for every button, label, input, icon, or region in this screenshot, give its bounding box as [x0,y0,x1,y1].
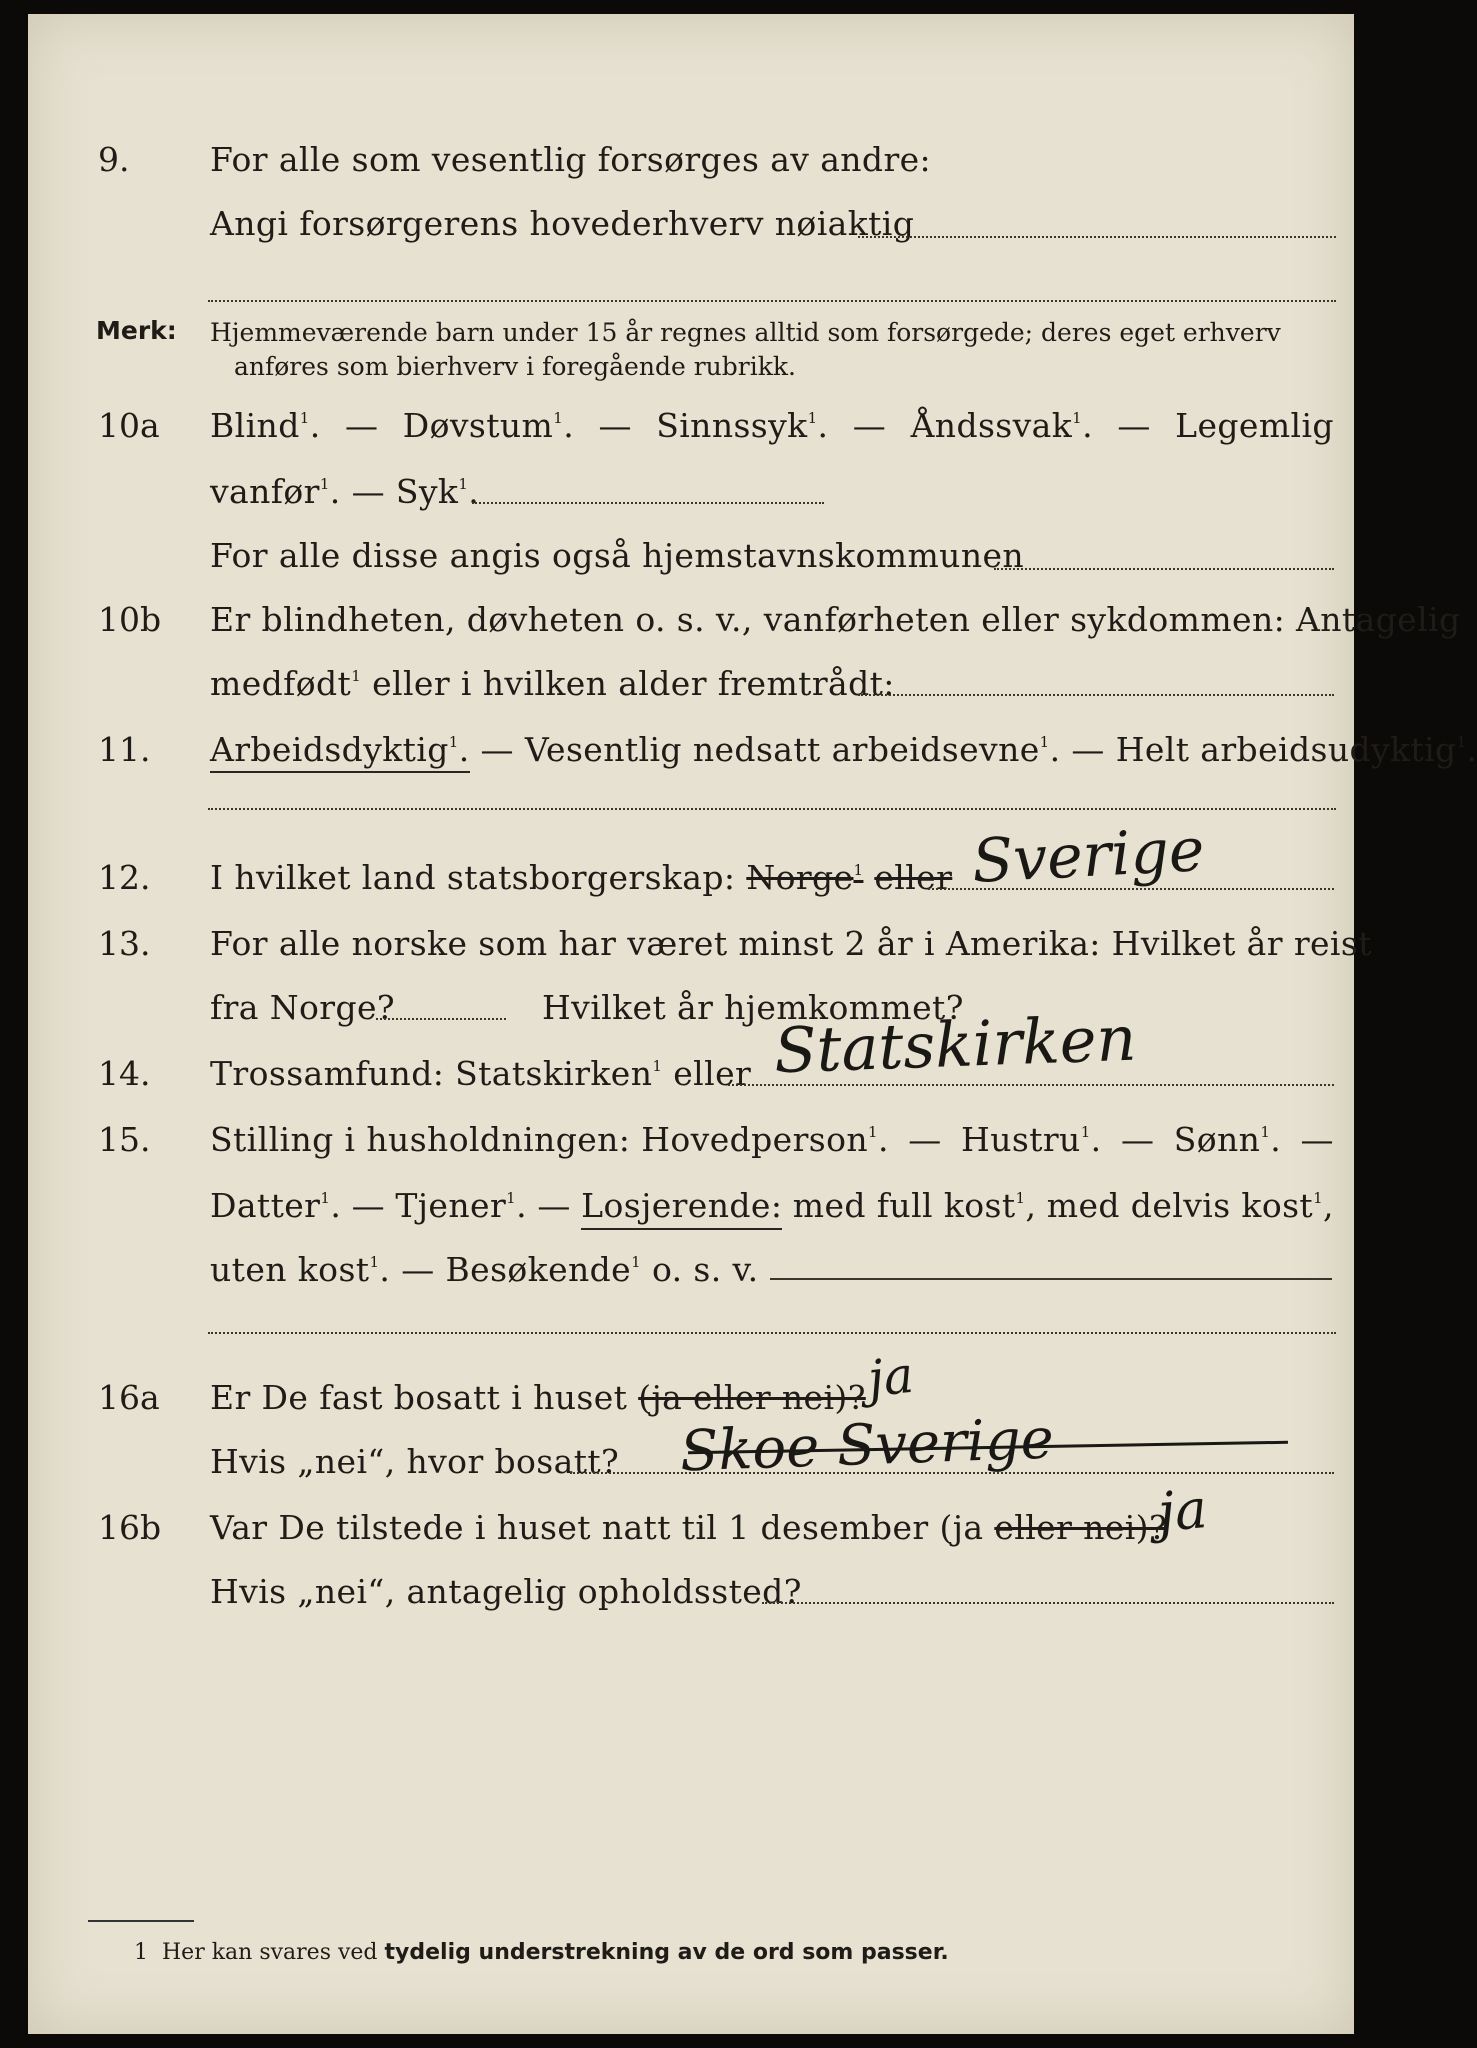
q15-number: 15. [98,1120,151,1159]
q16a-line1: Er De fast bosatt i huset (ja eller nei)? [210,1378,866,1417]
q10a-option-vanfor: vanfør [210,472,320,511]
q10b-line2: medfødt$^1$ eller i hvilken alder fremtrådt: [210,664,895,703]
q9-answer-line[interactable] [858,236,1336,238]
q13-line1: For alle norske som har været minst 2 år i Amerika: Hvilket år reist [210,924,1372,963]
q13-reist-line[interactable] [376,1018,506,1020]
q16a-struck-ja-eller-nei: (ja eller nei)? [638,1378,866,1417]
q12-struck-eller: eller [874,858,953,897]
q10a-option-andssvak: Åndssvak$^1$. [910,406,1093,445]
q9-line1: For alle som vesentlig forsørges av andre: [210,140,932,179]
q10b-line1: Er blindheten, døvheten o. s. v., vanførheten eller sykdommen: Antagelig [210,600,1461,639]
q12-number: 12. [98,858,151,897]
q10a-answer-line[interactable] [472,502,824,504]
q16a-line2: Hvis „nei“, hvor bosatt? [210,1442,620,1481]
q12-line1: I hvilket land statsborgerskap: Norge$^1$ eller [210,858,953,897]
merk-line2: anføres som bierhverv i foregående rubrikk. [234,352,796,381]
footnote-rule [88,1920,194,1922]
q11-option-nedsatt: Vesentlig nedsatt arbeidsevne [524,730,1040,769]
q10b-answer-line[interactable] [858,694,1334,696]
q10a-option-sinnssyk: Sinnssyk$^1$. [656,406,829,445]
q16b-struck-eller-nei: eller nei)? [994,1508,1168,1547]
q14-line1: Trossamfund: Statskirken$^1$ eller [210,1054,752,1093]
q13-line2a: fra Norge? [210,988,396,1027]
q16a-handwritten-answer1: ja [865,1345,917,1409]
q10a-line3: For alle disse angis også hjemstavnskommunen [210,536,1025,575]
q12-struck-norge: Norge$^1$ [746,858,864,897]
q15-blank-line[interactable] [208,1332,1336,1334]
q14-number: 14. [98,1054,151,1093]
q15-underlined-losjerende: Losjerende: [581,1186,782,1230]
q9-line2: Angi forsørgerens hovederhverv nøiaktig [210,204,915,243]
q11-blank-line[interactable] [208,808,1336,810]
q9-blank-line[interactable] [208,300,1336,302]
q10a-number: 10a [98,406,160,445]
q13-line2b: Hvilket år hjemkommet? [542,988,964,1027]
q16b-line2: Hvis „nei“, antagelig opholdssted? [210,1572,802,1611]
q10a-line2: vanfør$^1$. — Syk$^1$. [210,472,480,511]
q13-number: 13. [98,924,151,963]
q15-answer-line[interactable] [770,1278,1332,1280]
q10a-option-syk: Syk [395,472,459,511]
q9-number: 9. [98,140,130,179]
q16b-answer-line[interactable] [762,1602,1334,1604]
merk-line1: Hjemmeværende barn under 15 år regnes alltid som forsørgede; deres eget erhverv [210,318,1281,347]
q16b-number: 16b [98,1508,162,1547]
q10a-option-blind: Blind$^1$. [210,406,321,445]
q11-line1: Arbeidsdyktig$^1$. — Vesentlig nedsatt arbeidsevne$^1$. — Helt arbeidsudyktig$^1$. [210,730,1477,770]
q11-number: 11. [98,730,151,769]
q16a-handwritten-answer2: Skoe Sverige [678,1406,1055,1485]
q16b-line1: Var De tilstede i huset natt til 1 desember (ja eller nei)? [210,1508,1168,1547]
footnote: 1 Her kan svares ved tydelig understrekning av de ord som passer. [134,1940,949,1965]
q10a-line1: Blind$^1$. — Døvstum$^1$. — Sinnssyk$^1$. — Åndssvak$^1$. — Legemlig [210,406,1334,445]
q10a-option-dovstum: Døvstum$^1$. [402,406,575,445]
q15-line2: Datter$^1$. — Tjener$^1$. — Losjerende: med full kost$^1$, med delvis kost$^1$, [210,1186,1334,1230]
q12-handwritten-answer: Sverige [970,814,1206,898]
merk-label: Merk: [96,316,177,345]
q11-option-arbeidsdyktig: Arbeidsdyktig$^1$. [210,730,470,773]
q16a-number: 16a [98,1378,160,1417]
census-form-page [28,14,1477,2034]
q15-line3: uten kost$^1$. — Besøkende$^1$ o. s. v. [210,1250,759,1289]
q15-line1: Stilling i husholdningen: Hovedperson$^1$. — Hustru$^1$. — Sønn$^1$. — [210,1120,1334,1159]
q16b-handwritten-answer: ja [1155,1476,1210,1545]
q11-option-udyktig: Helt arbeidsudyktig [1115,730,1457,769]
q10a-kommune-line[interactable] [994,568,1334,570]
q10a-option-legemlig: Legemlig [1175,406,1334,445]
q10b-number: 10b [98,600,162,639]
q14-handwritten-answer: Statskirken [772,1001,1138,1088]
